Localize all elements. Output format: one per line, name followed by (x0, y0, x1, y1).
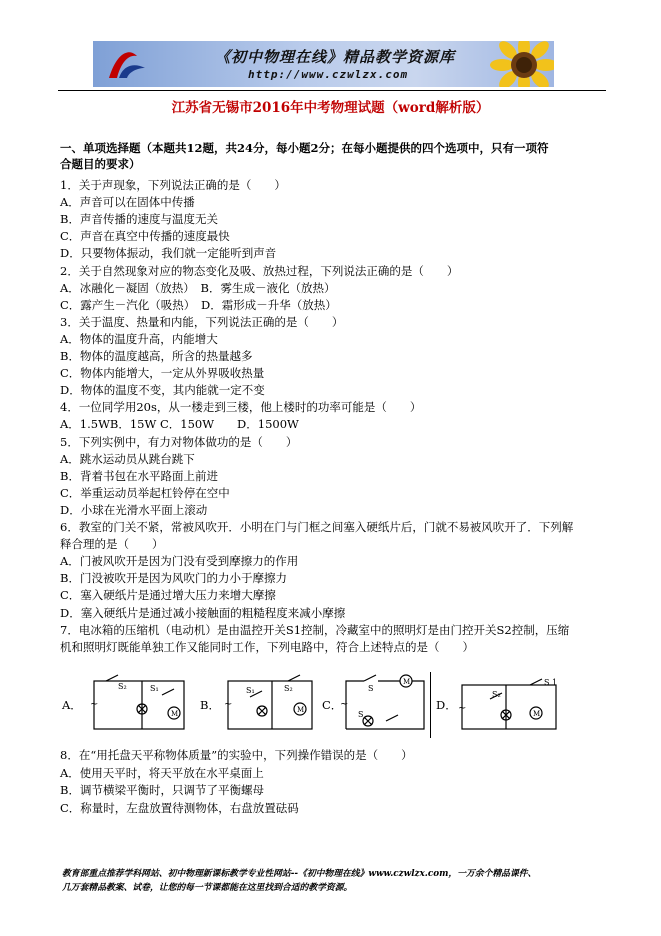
circuit-diagram-a (88, 673, 192, 737)
question-line: 7．电冰箱的压缩机（电动机）是由温控开关S1控制，冷藏室中的照明灯是由门控开关S2控制，压缩 (60, 622, 570, 637)
footer-line-1: 教育部重点推荐学科网站、初中物理新课标教学专业性网站--《初中物理在线》www.czwlzx.com，一万余个精品课件、 (62, 869, 537, 879)
question-line: 释合理的是（ ） (60, 537, 164, 552)
question-line: A．使用天平时，将天平放在水平桌面上 (60, 765, 264, 780)
sunflower-icon (489, 41, 554, 87)
header-rule (58, 90, 606, 91)
question-line: B．调节横梁平衡时，只调节了平衡螺母 (60, 783, 264, 797)
option-divider (430, 672, 431, 738)
question-line: A．门被风吹开是因为门没有受到摩擦力的作用 (60, 554, 299, 569)
question-line: C．声音在真空中传播的速度最快 (60, 229, 230, 244)
svg-text:~: ~ (458, 703, 467, 714)
document-title: 江苏省无锡市2016年中考物理试题（word解析版） (171, 100, 490, 116)
circuit-diagram-d (456, 673, 562, 737)
svg-text:S: S (358, 710, 364, 719)
question-line: C．物体内能增大，一定从外界吸收热量 (60, 366, 265, 381)
q7-option-a-label: A． (62, 698, 82, 712)
question-line: D．只要物体振动，我们就一定能听到声音 (60, 246, 277, 261)
footer-line-2: 几万套精品教案、试卷，让您的每一节课都能在这里找到合适的教学资源。 (62, 883, 353, 893)
question-line: A．声音可以在固体中传播 (60, 195, 195, 210)
svg-text:S₁: S₁ (246, 686, 255, 695)
svg-text:M: M (533, 710, 541, 718)
question-line: 1．关于声现象，下列说法正确的是（ ） (60, 178, 286, 192)
site-logo (103, 44, 151, 84)
question-line: 2．关于自然现象对应的物态变化及吸、放热过程，下列说法正确的是（ ） (60, 263, 459, 278)
svg-text:M: M (297, 706, 305, 714)
svg-text:S₂: S₂ (492, 690, 501, 699)
question-line: B．门没被吹开是因为风吹门的力小于摩擦力 (60, 571, 287, 586)
circuit-diagram-b (222, 673, 318, 737)
svg-text:S: S (368, 684, 374, 693)
question-line: 8．在“用托盘天平称物体质量”的实验中，下列操作错误的是（ ） (60, 748, 413, 762)
svg-text:M: M (403, 678, 411, 686)
q7-option-c-label: C． (322, 698, 343, 712)
svg-text:~: ~ (224, 699, 233, 710)
svg-text:M: M (171, 710, 179, 718)
question-line: 机和照明灯既能单独工作又能同时工作，下列电路中，符合上述特点的是（ ） (60, 639, 474, 654)
svg-text:S₂: S₂ (118, 682, 127, 691)
question-line: 6．教室的门关不紧，常被风吹开．小明在门与门框之间塞入硬纸片后，门就不易被风吹开了．下列解 (60, 520, 574, 534)
banner-title: 《初中物理在线》精品教学资源库 (215, 48, 456, 66)
banner-url: http://www.czwlzx.com (248, 68, 409, 81)
section-header-line-2: 合题目的要求） (60, 157, 141, 171)
question-line: D．小球在光滑水平面上滚动 (60, 502, 208, 517)
question-line: 4．一位同学用20s，从一楼走到三楼，他上楼时的功率可能是（ ） (60, 400, 422, 415)
question-line: B．背着书包在水平路面上前进 (60, 468, 218, 483)
svg-text:S₁: S₁ (150, 684, 159, 693)
svg-text:~: ~ (90, 699, 99, 710)
question-line: A．冰融化－凝固（放热） B．雾生成－液化（放热） (60, 280, 336, 295)
question-line: D．物体的温度不变，其内能就一定不变 (60, 383, 265, 398)
question-line: B．物体的温度越高，所含的热量越多 (60, 349, 253, 363)
question-line: A．物体的温度升高，内能增大 (60, 331, 218, 346)
question-line: B．声音传播的速度与温度无关 (60, 212, 218, 227)
question-line: C．举重运动员举起杠铃停在空中 (60, 485, 230, 500)
q7-option-b-label: B． (200, 698, 220, 712)
question-line: D．塞入硬纸片是通过减小接触面的粗糙程度来减小摩擦 (60, 605, 346, 620)
svg-text:S 1: S 1 (544, 678, 558, 687)
question-line: A．1.5WB．15W C．150W D．1500W (60, 417, 299, 432)
q7-option-d-label: D． (436, 698, 457, 712)
question-line: C．塞入硬纸片是通过增大压力来增大摩擦 (60, 588, 276, 603)
question-line: A．跳水运动员从跳台跳下 (60, 451, 195, 466)
question-line: 5．下列实例中，有力对物体做功的是（ ） (60, 434, 298, 449)
question-line: C．露产生－汽化（吸热） D．霜形成－升华（放热） (60, 297, 337, 312)
header-banner (93, 41, 554, 87)
section-header-line-1: 一、单项选择题（本题共12题，共24分，每小题2分；在每小题提供的四个选项中，只有一项符 (60, 141, 549, 155)
circuit-diagram-c (338, 673, 428, 737)
question-line: 3．关于温度、热量和内能，下列说法正确的是（ ） (60, 314, 344, 329)
svg-text:S₂: S₂ (284, 684, 293, 693)
question-line: C．称量时，左盘放置待测物体，右盘放置砝码 (60, 800, 299, 815)
svg-text:~: ~ (340, 699, 349, 710)
